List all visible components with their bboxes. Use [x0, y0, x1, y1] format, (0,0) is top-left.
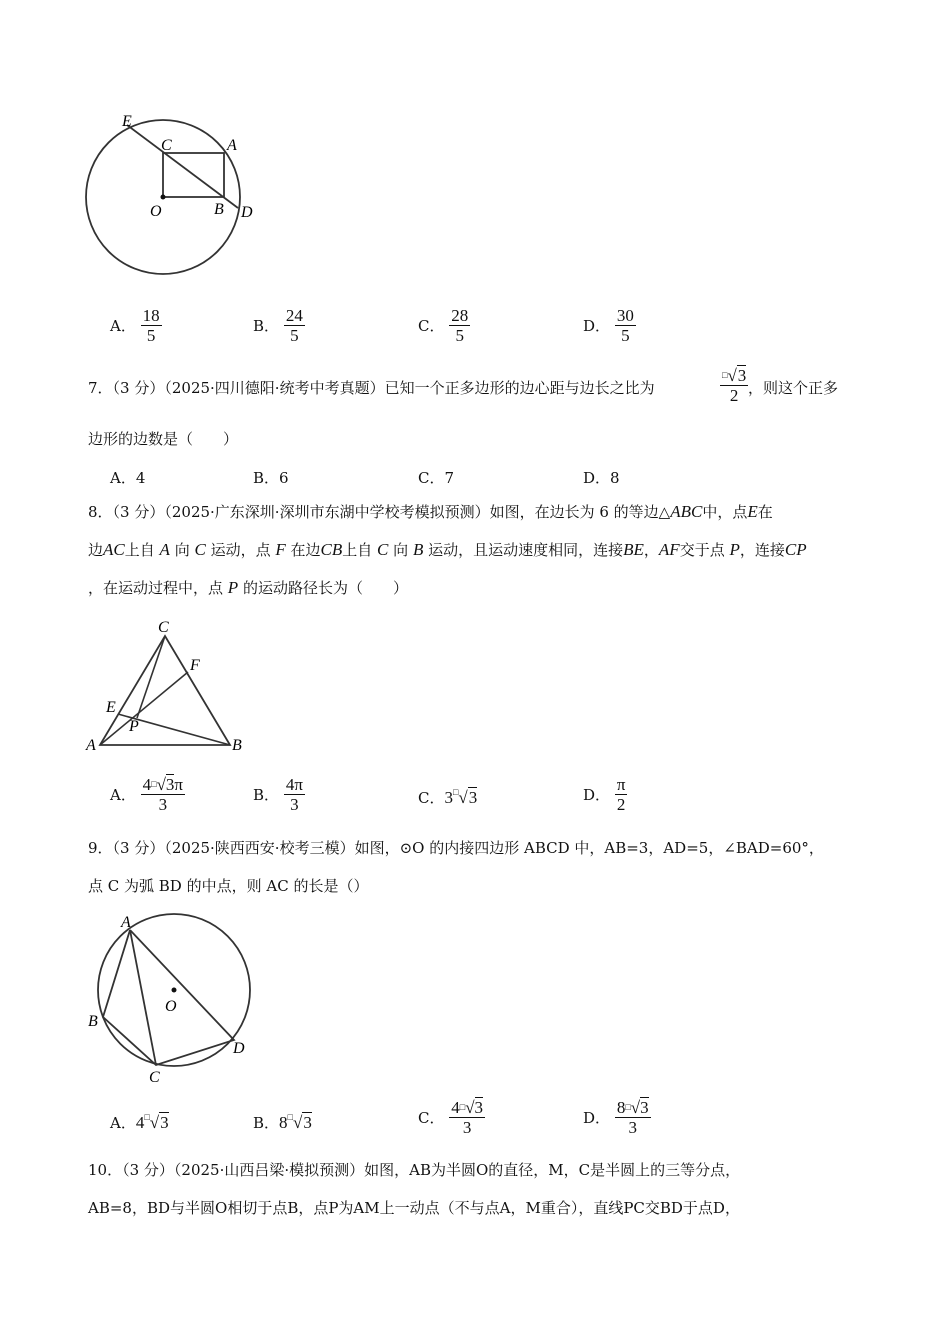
q8-line1-b: ABC [670, 502, 703, 521]
q8-option-c-rad: 3 [468, 788, 478, 807]
q8-option-a-tail: π [174, 775, 183, 794]
q8-option-b-den: 3 [290, 795, 299, 814]
q10-stem-line1 [88, 1160, 740, 1180]
q9-option-a-rad: 3 [160, 1113, 169, 1132]
q8-line1-e: 在 [757, 503, 773, 521]
q8-line1-d: E [747, 502, 758, 521]
q8-figure [80, 612, 260, 757]
q8-line3-c: 的运动路径长为（ ） [238, 579, 408, 597]
q8-line2-segment: 交于点 [679, 541, 730, 559]
q8-line2-segment: CB [320, 540, 343, 559]
q6-option-b-num: 24 [285, 306, 303, 325]
q6-label-a: A [227, 137, 237, 154]
q6-figure [80, 108, 270, 288]
q6-label-c: C [161, 137, 172, 154]
q6-option-c-letter: C． [418, 317, 445, 335]
q9-option-d-den: 3 [628, 1118, 637, 1137]
q9-number: 9． [88, 839, 113, 857]
q8-label-a: A [86, 737, 96, 754]
q10-number: 10． [88, 1161, 123, 1179]
q8-option-d-letter: D． [583, 786, 611, 804]
q8-line2-segment: BE [623, 540, 644, 559]
q8-option-b-letter: B． [253, 786, 280, 804]
q7-ratio-fraction: $\frac{^□√3}{2}$ [722, 366, 747, 405]
q9-option-c-rad: 3 [474, 1098, 484, 1117]
q7-option-a-letter: A． [110, 469, 136, 487]
q7-frac-num: 3 [737, 366, 747, 385]
q9-option-d-rad: 3 [640, 1098, 649, 1117]
q9-option-d-coef: 8 [616, 1098, 626, 1117]
q6-label-d: D [241, 204, 253, 221]
q10-stem-line2 [88, 1198, 740, 1218]
q8-line2-segment: B [412, 540, 424, 559]
q8-line2-segment: 边 [88, 541, 104, 559]
q9-label-o: O [165, 998, 177, 1015]
q7-score: （3 分） [112, 379, 165, 397]
q7-option-b[interactable] [253, 467, 289, 488]
q6-line-ed [127, 125, 238, 208]
q8-label-c: C [158, 619, 169, 636]
q8-line2-segment: F [275, 540, 286, 559]
q9-option-a[interactable]: A．4□√3 [110, 1112, 169, 1132]
q8-option-c[interactable]: C．3□√3 [418, 787, 478, 807]
q7-text-c: 边形的边数是（ ） [88, 430, 239, 448]
q6-option-b[interactable] [253, 306, 305, 345]
q10-line2: AB=8，BD与半圆O相切于点B，点P为AM上一动点（不与点A，M重合），直线PC交BD于点D， [88, 1199, 740, 1217]
q10-source: （2025·山西吕梁·模拟预测） [173, 1161, 365, 1179]
q8-option-d-den: 2 [616, 795, 626, 814]
q6-option-b-den: 5 [290, 326, 299, 345]
q8-line3-b: P [227, 578, 239, 597]
q8-line2-segment: 运动，点 [205, 541, 276, 559]
q10-line1: 如图，AB为半圆O的直径，M，C是半圆上的三等分点， [364, 1161, 741, 1179]
q6-option-c-num: 28 [451, 306, 469, 325]
q7-option-b-value: 6 [279, 469, 289, 487]
q8-line2-segment: C [194, 540, 206, 559]
q6-label-o: O [150, 203, 162, 220]
q7-option-c[interactable] [418, 467, 454, 488]
q9-option-d-letter: D． [583, 1109, 611, 1127]
q9-option-c[interactable]: C． $\frac{4^□√3}{3}$ [418, 1098, 484, 1137]
q7-option-d-value: 8 [610, 469, 620, 487]
q8-line3-a: ，在运动过程中，点 [88, 579, 228, 597]
q8-line2-segment: 上自 [342, 541, 378, 559]
q8-option-a-coef: 4 [142, 775, 152, 794]
q9-stem-line2 [88, 876, 368, 896]
q9-option-d[interactable]: D． $\frac{8^□√3}{3}$ [583, 1098, 649, 1137]
q9-line1: 如图，⊙O 的内接四边形 ABCD 中，AB=3，AD=5，∠BAD=60°， [354, 839, 824, 857]
q9-label-c: C [149, 1069, 160, 1086]
q8-line2-segment: AF [658, 540, 680, 559]
q9-score: （3 分） [112, 839, 165, 857]
q7-source: （2025·四川德阳·统考中考真题） [164, 379, 385, 397]
q6-label-e: E [122, 113, 132, 130]
q8-line2-segment: P [729, 540, 740, 559]
q9-source: （2025·陕西西安·校考三模） [164, 839, 355, 857]
q7-option-c-value: 7 [444, 469, 455, 487]
q8-number: 8． [88, 503, 113, 521]
q6-point-o [161, 195, 166, 200]
q8-option-a[interactable]: A． $\frac{4^□√3\pi}{3}$ [110, 775, 183, 814]
q8-option-a-letter: A． [110, 786, 136, 804]
q6-option-d-letter: D． [583, 317, 611, 335]
q10-score: （3 分） [122, 1161, 174, 1179]
q8-line1-c: 中，点 [702, 503, 748, 521]
q8-option-d-num: π [616, 775, 626, 794]
q7-option-c-letter: C． [418, 469, 445, 487]
q9-stem-line1 [88, 838, 824, 858]
q9-label-b: B [88, 1013, 98, 1030]
q7-option-a-value: 4 [135, 469, 146, 487]
q8-stem-line1 [88, 502, 773, 522]
q8-stem-line3 [88, 578, 408, 598]
q8-line2-segment: 向 [388, 541, 413, 559]
q8-line2-segment: 向 [169, 541, 195, 559]
q9-line2: 点 C 为弧 BD 的中点，则 AC 的长是（） [88, 877, 369, 895]
q8-stem-line2 [88, 540, 807, 560]
q6-option-a[interactable] [110, 306, 162, 345]
q8-option-c-letter: C． [418, 789, 445, 807]
q7-option-a[interactable] [110, 467, 145, 488]
q9-option-b[interactable]: B．8□√3 [253, 1112, 312, 1132]
q7-option-d[interactable] [583, 467, 620, 488]
q8-label-f: F [190, 657, 200, 674]
q9-label-d: D [233, 1040, 245, 1057]
q7-stem-line1-tail [748, 378, 838, 398]
q6-option-b-letter: B． [253, 317, 280, 335]
q6-option-d-den: 5 [621, 326, 630, 345]
q9-option-b-rad: 3 [303, 1113, 312, 1132]
q6-option-c[interactable] [418, 306, 470, 345]
q9-label-a: A [121, 914, 131, 931]
q6-option-a-letter: A． [110, 317, 136, 335]
q8-line2-segment: A [159, 540, 170, 559]
q8-line2-segment: ， [643, 541, 659, 559]
q8-label-p: P [129, 718, 139, 735]
q6-option-a-num: 18 [142, 306, 160, 325]
q9-option-c-letter: C． [418, 1109, 445, 1127]
q8-label-b: B [232, 737, 242, 754]
q8-line2-segment: C [377, 540, 389, 559]
q8-option-d[interactable] [583, 775, 627, 814]
q8-label-e: E [106, 699, 116, 716]
q6-option-a-den: 5 [146, 326, 156, 345]
q9-point-o [172, 988, 177, 993]
q8-line2-segment: 上自 [124, 541, 160, 559]
q7-option-b-letter: B． [253, 469, 280, 487]
q8-line2-segment: AC [103, 540, 125, 559]
q6-label-b: B [214, 201, 224, 218]
q7-stem-line1 [88, 378, 655, 398]
q7-text-b: ，则这个正多 [748, 379, 839, 397]
q9-option-a-coef: 4 [135, 1113, 145, 1132]
q8-score: （3 分） [112, 503, 165, 521]
q7-frac-den: 2 [720, 385, 748, 405]
q7-number: 7． [88, 379, 113, 397]
q8-source: （2025·广东深圳·深圳市东湖中学校考模拟预测） [164, 503, 490, 521]
q8-line1-a: 如图，在边长为 6 的等边△ [489, 503, 671, 521]
q9-option-a-letter: A． [110, 1114, 136, 1132]
q8-option-a-den: 3 [158, 795, 168, 814]
q9-figure [80, 908, 270, 1088]
q8-option-b-num: 4π [285, 775, 303, 794]
q8-line2-segment: CP [784, 540, 807, 559]
q8-line2-segment: 运动，且运动速度相同，连接 [423, 541, 624, 559]
q6-option-d[interactable] [583, 306, 636, 345]
q7-stem-line2 [88, 429, 238, 449]
q9-option-c-den: 3 [462, 1118, 472, 1137]
q9-option-b-coef: 8 [279, 1113, 288, 1132]
q8-line2-segment: ，连接 [739, 541, 785, 559]
q6-option-c-den: 5 [455, 326, 465, 345]
q8-option-c-coef: 3 [444, 788, 453, 807]
q8-option-a-rad: 3 [165, 775, 175, 794]
q9-option-b-letter: B． [253, 1114, 280, 1132]
q6-option-d-num: 30 [616, 306, 634, 325]
q7-option-d-letter: D． [583, 469, 611, 487]
q8-option-b[interactable] [253, 775, 305, 814]
q8-line2-segment: 在边 [285, 541, 321, 559]
q7-text-a: 已知一个正多边形的边心距与边长之比为 [384, 379, 655, 397]
q9-option-c-coef: 4 [451, 1098, 460, 1117]
